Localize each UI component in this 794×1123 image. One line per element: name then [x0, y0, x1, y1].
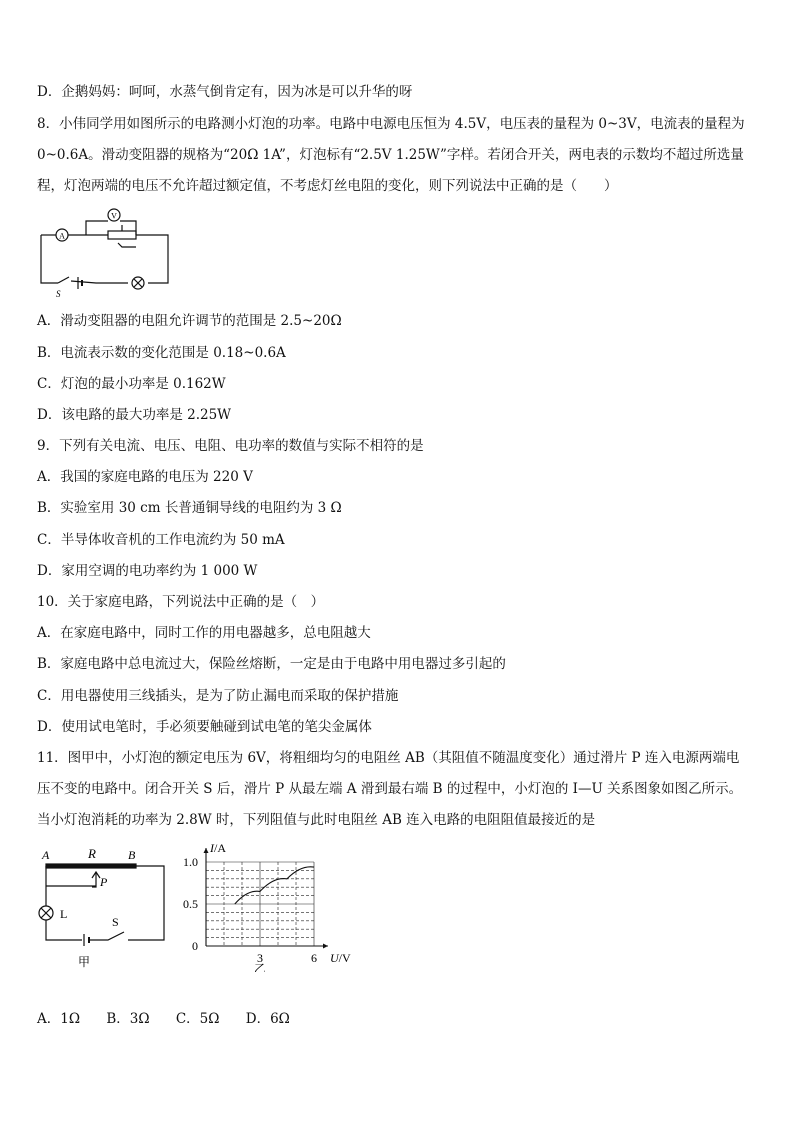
chart-grid [206, 862, 314, 946]
label-a: A [42, 848, 50, 862]
q11-stem-line-3: 当小灯泡消耗的功率为 2.8W 时，下列阻值与此时电阻丝 AB 连入电路的电阻阻值最接近的是 [37, 812, 596, 828]
iu-chart [172, 840, 372, 972]
q9-option-c: C．半导体收音机的工作电流约为 50 mA [37, 532, 285, 548]
q9-option-b: B．实验室用 30 cm 长普通铜导线的电阻约为 3 Ω [37, 500, 342, 516]
ammeter-icon [56, 229, 68, 241]
x-tick-label: 6 [311, 951, 317, 965]
y-axis-arrow-icon [204, 848, 209, 853]
origin-label: 0 [192, 939, 198, 953]
q11-options [37, 1007, 312, 1027]
switch-label: S [56, 289, 61, 299]
voltmeter-icon [108, 209, 120, 221]
q8-option-d: D．该电路的最大功率是 2.25W [37, 407, 232, 423]
q8-stem-line-1: 8．小伟同学用如图所示的电路测小灯泡的功率。电路中电源电压恒为 4.5V，电压表的量程为 0~3V，电流表的量程为 [37, 116, 745, 132]
q8-stem-line-3: 程，灯泡两端的电压不允许超过额定值，不考虑灯丝电阻的变化，则下列说法中正确的是（ ） [37, 178, 618, 194]
iu-curve [235, 867, 314, 904]
x-axis-arrow-icon [323, 944, 328, 949]
q9-option-d: D．家用空调的电功率约为 1 000 W [37, 563, 258, 579]
figure-caption-yi: 乙 [253, 962, 267, 972]
q8-option-a: A．滑动变阻器的电阻允许调节的范围是 2.5~20Ω [37, 313, 342, 329]
label-switch: S [112, 915, 119, 929]
voltmeter-label: V [111, 211, 117, 221]
q9-option-a: A．我国的家庭电路的电压为 220 V [37, 469, 253, 485]
figure-caption-jia: 甲 [78, 955, 91, 969]
q11-stem-line-2: 压不变的电路中。闭合开关 S 后，滑片 P 从最左端 A 滑到最右端 B 的过程中，小灯泡的 I—U 关系图象如图乙所示。 [37, 781, 743, 797]
q7-option-d: D．企鹅妈妈：呵呵，水蒸气倒肯定有，因为冰是可以升华的呀 [37, 84, 413, 100]
y-tick-label: 0.5 [183, 897, 198, 911]
q11-option-b: B．3Ω [106, 1011, 150, 1027]
q10-option-d: D．使用试电笔时，手必须要触碰到试电笔的笔尖金属体 [37, 719, 372, 735]
q11-option-d: D．6Ω [245, 1011, 290, 1027]
ammeter-label: A [59, 231, 65, 241]
q11-option-c: C．5Ω [175, 1011, 220, 1027]
q11-stem-line-1: 11．图甲中，小灯泡的额定电压为 6V，将粗细均匀的电阻丝 AB（其阻值不随温度变化）通过滑片 P 连入电源两端电 [37, 750, 740, 766]
q10-stem: 10．关于家庭电路，下列说法中正确的是（ ） [37, 594, 325, 610]
q9-stem: 9．下列有关电流、电压、电阻、电功率的数值与实际不相符的是 [37, 438, 424, 454]
y-axis-label: I/A [210, 841, 226, 855]
label-b: B [128, 848, 136, 862]
chart-axes [204, 848, 329, 949]
label-r: R [88, 846, 96, 861]
q11-option-a: A．1Ω [37, 1011, 81, 1027]
q10-option-c: C．用电器使用三线插头，是为了防止漏电而采取的保护措施 [37, 688, 399, 704]
q8-stem-line-2: 0~0.6A。滑动变阻器的规格为“20Ω 1A”，灯泡标有“2.5V 1.25W”字样。若闭合开关，两电表的示数均不超过所选量 [37, 147, 744, 163]
q11-circuit-diagram [36, 842, 176, 970]
q8-option-b: B．电流表示数的变化范围是 0.18~0.6A [37, 345, 286, 361]
y-tick-label: 1.0 [183, 855, 198, 869]
label-lamp: L [60, 907, 68, 921]
q10-option-b: B．家庭电路中总电流过大，保险丝熔断，一定是由于电路中用电器过多引起的 [37, 656, 506, 672]
label-p: P [100, 875, 108, 889]
q8-option-c: C．灯泡的最小功率是 0.162W [37, 376, 226, 392]
x-tick-label: 3 [257, 951, 263, 965]
q8-circuit-diagram [36, 205, 176, 299]
q10-option-a: A．在家庭电路中，同时工作的用电器越多，总电阻越大 [37, 625, 371, 641]
x-axis-label: U/V [330, 951, 351, 965]
